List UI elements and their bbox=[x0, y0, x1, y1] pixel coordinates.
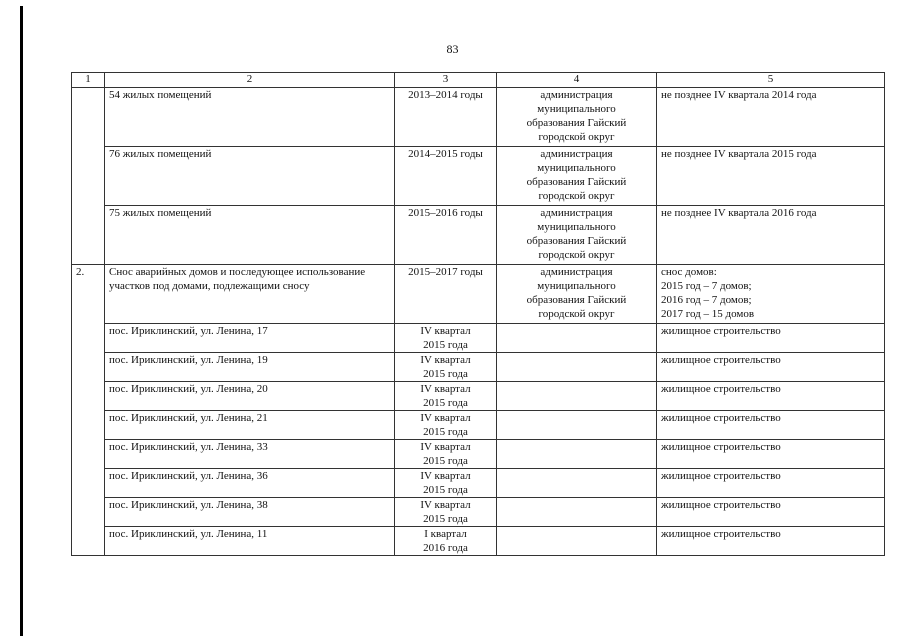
period-cell bbox=[395, 527, 497, 556]
responsible-cell bbox=[497, 440, 657, 469]
period-line: IV квартал bbox=[420, 383, 471, 395]
result-line: 2017 год – 15 домов bbox=[661, 308, 755, 320]
description-cell: 75 жилых помещений bbox=[105, 206, 395, 265]
responsible-cell bbox=[497, 206, 657, 265]
address-cell: пос. Ириклинский, ул. Ленина, 11 bbox=[105, 527, 395, 556]
responsible-line: городской округ bbox=[538, 131, 615, 143]
period-line: 2015 года bbox=[423, 455, 468, 467]
result-cell: не позднее IV квартала 2016 года bbox=[657, 206, 885, 265]
period-line: 2015 года bbox=[423, 339, 468, 351]
period-cell: 2015–2016 годы bbox=[395, 206, 497, 265]
period-line: 2016 года bbox=[423, 542, 468, 554]
period-cell bbox=[395, 324, 497, 353]
responsible-line: городской округ bbox=[538, 249, 615, 261]
description-cell: 76 жилых помещений bbox=[105, 147, 395, 206]
responsible-line: администрация bbox=[540, 266, 613, 278]
responsible-cell bbox=[497, 469, 657, 498]
result-line: снос домов: bbox=[661, 266, 717, 278]
demolition-row bbox=[72, 382, 885, 411]
address-cell: пос. Ириклинский, ул. Ленина, 38 bbox=[105, 498, 395, 527]
row-number-cell bbox=[72, 88, 105, 265]
column-number-row bbox=[72, 73, 885, 88]
responsible-cell bbox=[497, 411, 657, 440]
demolition-row bbox=[72, 498, 885, 527]
use-cell: жилищное строительство bbox=[657, 498, 885, 527]
table-row bbox=[72, 265, 885, 324]
scan-edge-line bbox=[20, 6, 23, 636]
result-cell: не позднее IV квартала 2015 года bbox=[657, 147, 885, 206]
responsible-cell bbox=[497, 324, 657, 353]
address-cell: пос. Ириклинский, ул. Ленина, 17 bbox=[105, 324, 395, 353]
period-line: 2015 года bbox=[423, 368, 468, 380]
period-cell bbox=[395, 469, 497, 498]
use-cell: жилищное строительство bbox=[657, 527, 885, 556]
period-line: IV квартал bbox=[420, 325, 471, 337]
responsible-cell bbox=[497, 498, 657, 527]
program-table bbox=[71, 72, 885, 556]
responsible-cell bbox=[497, 265, 657, 324]
address-cell: пос. Ириклинский, ул. Ленина, 36 bbox=[105, 469, 395, 498]
period-cell bbox=[395, 382, 497, 411]
responsible-line: образования Гайский bbox=[526, 117, 627, 129]
address-cell: пос. Ириклинский, ул. Ленина, 20 bbox=[105, 382, 395, 411]
table-row bbox=[72, 147, 885, 206]
use-cell: жилищное строительство bbox=[657, 353, 885, 382]
demolition-row bbox=[72, 324, 885, 353]
result-cell: не позднее IV квартала 2014 года bbox=[657, 88, 885, 147]
demolition-row bbox=[72, 353, 885, 382]
responsible-cell bbox=[497, 88, 657, 147]
demolition-row bbox=[72, 411, 885, 440]
period-line: 2015 года bbox=[423, 513, 468, 525]
use-cell: жилищное строительство bbox=[657, 411, 885, 440]
row-number-cell: 2. bbox=[72, 265, 105, 556]
use-cell: жилищное строительство bbox=[657, 382, 885, 411]
address-cell: пос. Ириклинский, ул. Ленина, 19 bbox=[105, 353, 395, 382]
responsible-line: городской округ bbox=[538, 190, 615, 202]
column-number: 4 bbox=[497, 73, 657, 88]
demolition-row bbox=[72, 469, 885, 498]
responsible-line: администрация bbox=[540, 89, 613, 101]
period-line: 2015 года bbox=[423, 426, 468, 438]
period-line: I квартал bbox=[424, 528, 467, 540]
demolition-row bbox=[72, 527, 885, 556]
result-line: 2016 год – 7 домов; bbox=[661, 294, 752, 306]
address-cell: пос. Ириклинский, ул. Ленина, 33 bbox=[105, 440, 395, 469]
period-cell: 2014–2015 годы bbox=[395, 147, 497, 206]
responsible-line: администрация bbox=[540, 148, 613, 160]
period-line: IV квартал bbox=[420, 354, 471, 366]
address-cell: пос. Ириклинский, ул. Ленина, 21 bbox=[105, 411, 395, 440]
responsible-line: муниципального bbox=[537, 221, 616, 233]
period-line: IV квартал bbox=[420, 470, 471, 482]
period-cell bbox=[395, 411, 497, 440]
responsible-cell bbox=[497, 382, 657, 411]
table-row bbox=[72, 206, 885, 265]
period-cell bbox=[395, 440, 497, 469]
period-line: 2015 года bbox=[423, 484, 468, 496]
period-cell: 2015–2017 годы bbox=[395, 265, 497, 324]
period-cell: 2013–2014 годы bbox=[395, 88, 497, 147]
column-number: 1 bbox=[72, 73, 105, 88]
responsible-cell bbox=[497, 353, 657, 382]
description-cell: 54 жилых помещений bbox=[105, 88, 395, 147]
period-cell bbox=[395, 498, 497, 527]
responsible-line: муниципального bbox=[537, 103, 616, 115]
period-line: IV квартал bbox=[420, 441, 471, 453]
use-cell: жилищное строительство bbox=[657, 469, 885, 498]
responsible-line: администрация bbox=[540, 207, 613, 219]
responsible-line: образования Гайский bbox=[526, 176, 627, 188]
responsible-cell bbox=[497, 527, 657, 556]
period-line: 2015 года bbox=[423, 397, 468, 409]
responsible-line: городской округ bbox=[538, 308, 615, 320]
responsible-line: муниципального bbox=[537, 162, 616, 174]
responsible-line: муниципального bbox=[537, 280, 616, 292]
use-cell: жилищное строительство bbox=[657, 440, 885, 469]
result-line: 2015 год – 7 домов; bbox=[661, 280, 752, 292]
table-row bbox=[72, 88, 885, 147]
page-number: 83 bbox=[446, 42, 459, 56]
column-number: 5 bbox=[657, 73, 885, 88]
use-cell: жилищное строительство bbox=[657, 324, 885, 353]
demolition-row bbox=[72, 440, 885, 469]
responsible-cell bbox=[497, 147, 657, 206]
responsible-line: образования Гайский bbox=[526, 235, 627, 247]
period-line: IV квартал bbox=[420, 412, 471, 424]
period-line: IV квартал bbox=[420, 499, 471, 511]
result-cell bbox=[657, 265, 885, 324]
column-number: 2 bbox=[105, 73, 395, 88]
period-cell bbox=[395, 353, 497, 382]
description-cell: Снос аварийных домов и последующее использование участков под домами, подлежащими сносу bbox=[105, 265, 395, 324]
responsible-line: образования Гайский bbox=[526, 294, 627, 306]
column-number: 3 bbox=[395, 73, 497, 88]
